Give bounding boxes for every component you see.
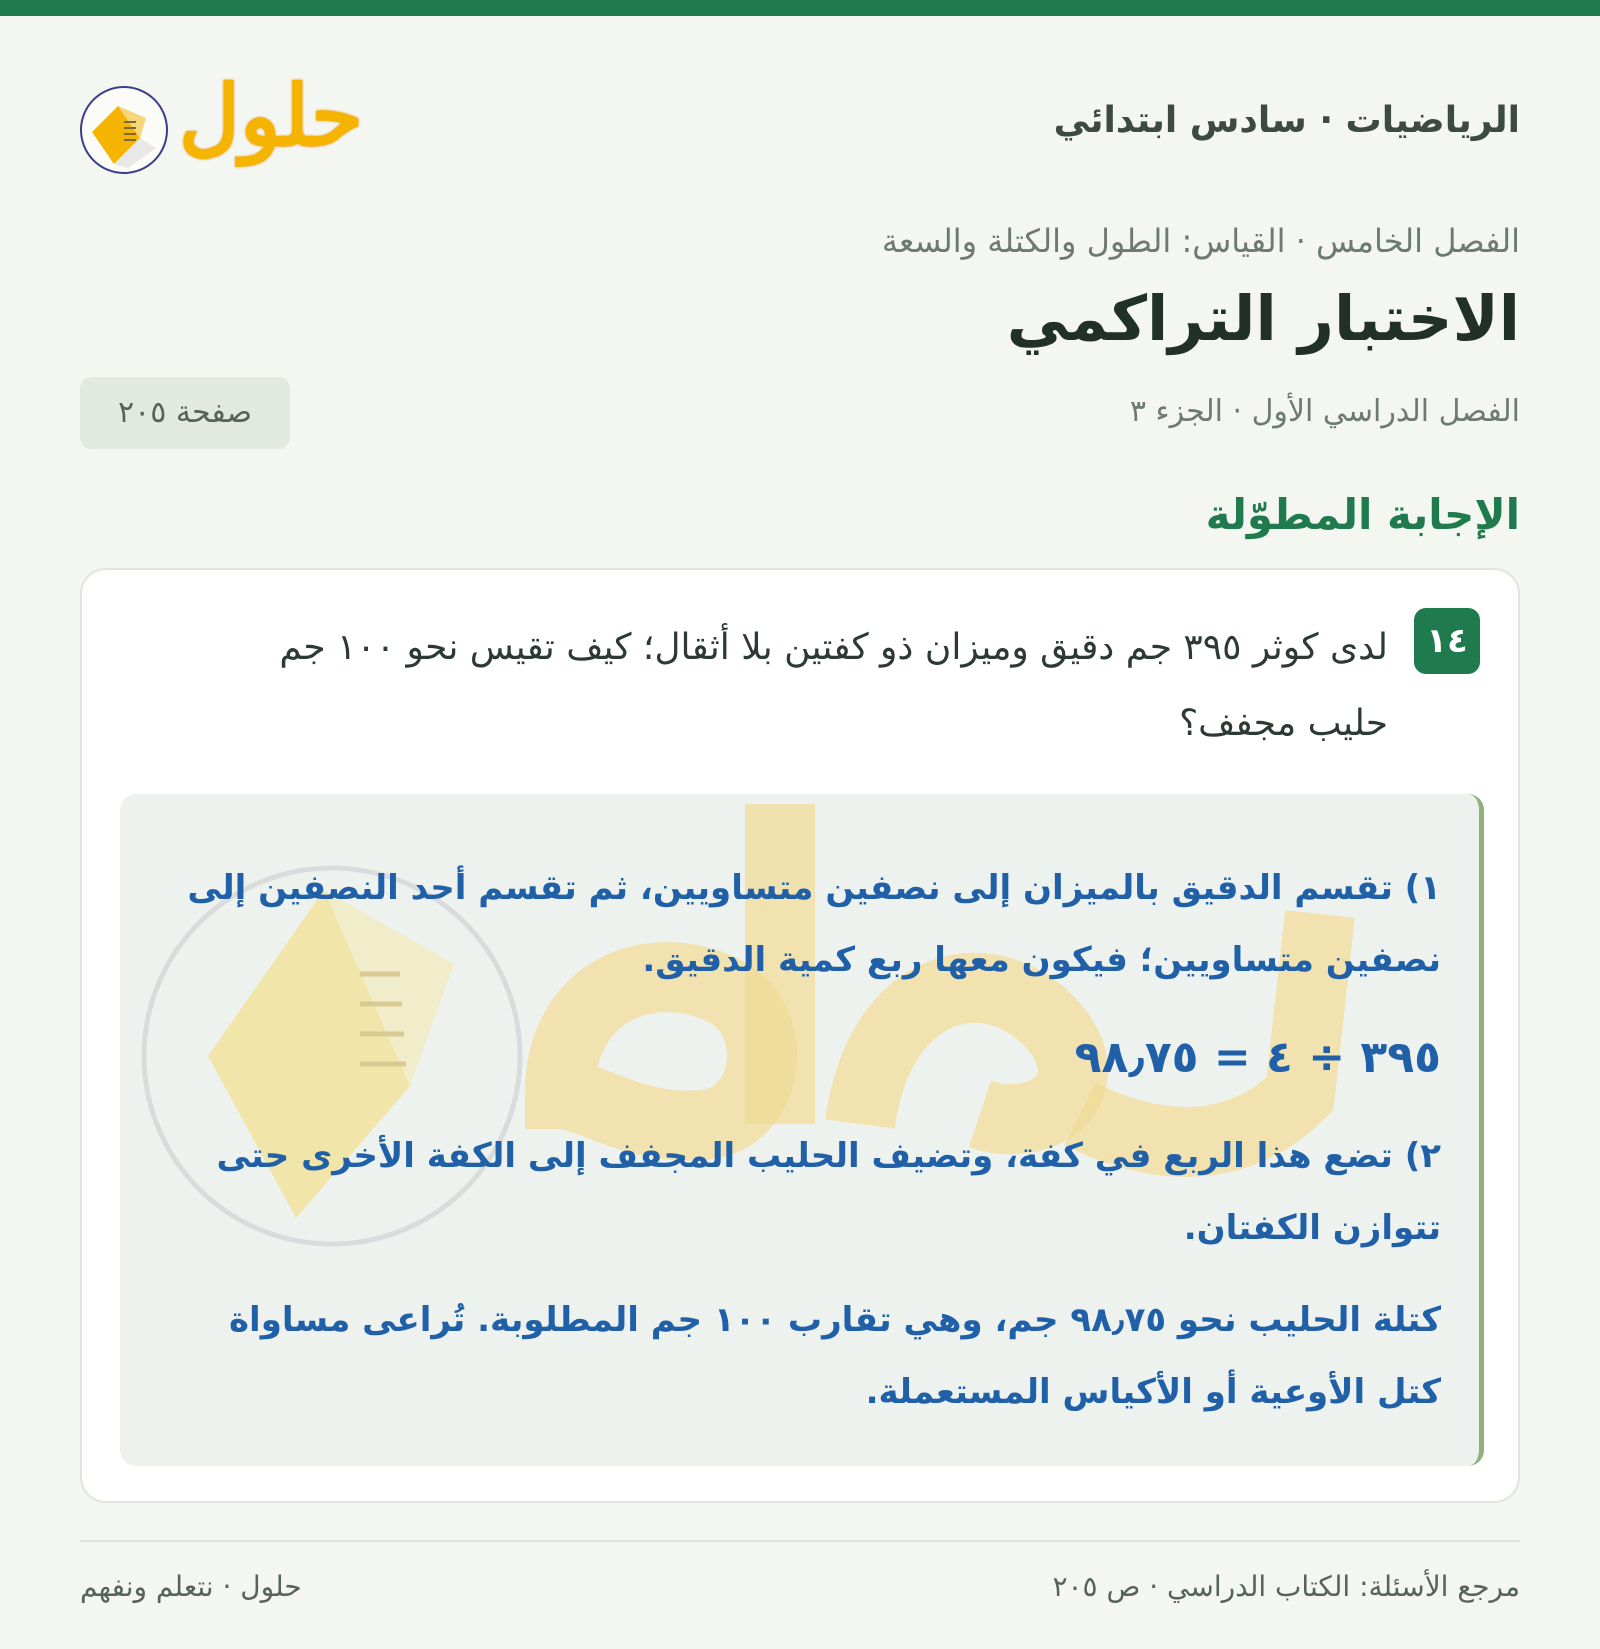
answer-box xyxy=(120,794,1484,1466)
top-accent-bar xyxy=(0,0,1600,16)
logo-wordmark: حلول xyxy=(178,66,364,165)
footer-brand: حلول · نتعلم ونفهم xyxy=(80,1570,302,1603)
page-number-badge: صفحة ٢٠٥ xyxy=(80,377,290,449)
answer-step-1: ١) تقسم الدقيق بالميزان إلى نصفين متساويين، ثم تقسم أحد النصفين إلى نصفين متساويين؛ فيكون معها ربع كمية الدقيق. xyxy=(187,868,1441,980)
breadcrumb: الفصل الخامس · القياس: الطول والكتلة والسعة xyxy=(881,222,1520,260)
answer-content xyxy=(171,852,1441,1428)
question-card xyxy=(80,568,1520,1503)
subject-title: الرياضيات · سادس ابتدائي xyxy=(1053,100,1520,141)
question-text: لدى كوثر ٣٩٥ جم دقيق وميزان ذو كفتين بلا أثقال؛ كيف تقيس نحو ١٠٠ جم حليب مجفف؟ xyxy=(279,627,1388,744)
section-heading: الإجابة المطوّلة xyxy=(1205,490,1520,539)
footer-divider xyxy=(80,1540,1520,1542)
logo-book-icon xyxy=(80,86,168,174)
page-header xyxy=(80,66,1520,176)
hulool-logo[interactable] xyxy=(80,66,370,176)
footer-reference: مرجع الأسئلة: الكتاب الدراسي · ص ٢٠٥ xyxy=(1052,1570,1520,1603)
answer-equation: ٣٩٥ ÷ ٤ = ٩٨٫٧٥ xyxy=(1074,1032,1441,1083)
term-part-info: الفصل الدراسي الأول · الجزء ٣ xyxy=(1129,394,1520,429)
question-number-badge: ١٤ xyxy=(1414,608,1480,674)
page-title: الاختبار التراكمي xyxy=(1006,282,1520,355)
answer-conclusion: كتلة الحليب نحو ٩٨٫٧٥ جم، وهي تقارب ١٠٠ جم المطلوبة. تُراعى مساواة كتل الأوعية أو الأكياس المستعملة. xyxy=(228,1300,1441,1412)
answer-step-2: ٢) تضع هذا الربع في كفة، وتضيف الحليب المجفف إلى الكفة الأخرى حتى تتوازن الكفتان. xyxy=(216,1136,1441,1248)
